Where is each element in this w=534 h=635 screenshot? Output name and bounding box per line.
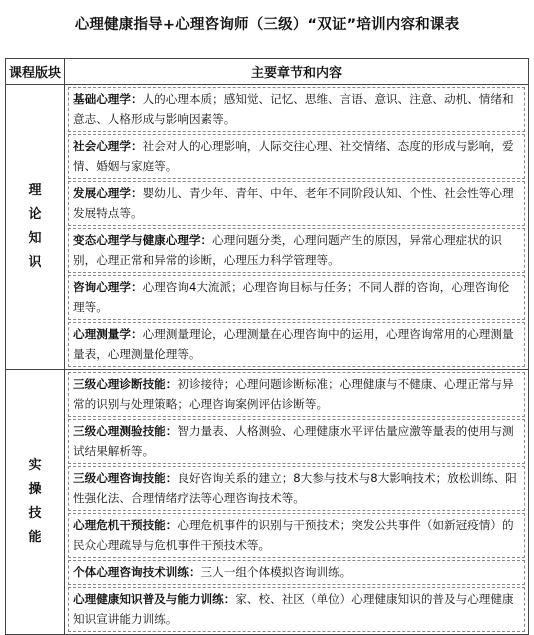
category-char: 论	[28, 207, 42, 222]
category-char: 实	[28, 458, 42, 473]
item-label: 三级心理诊断技能：	[73, 377, 178, 391]
list-item	[68, 587, 525, 632]
list-item	[68, 466, 525, 511]
item-label: 心理测量学：	[73, 327, 143, 341]
item-text: 初诊接待；心理问题诊断标准；心理健康与不健康、心理正常与异常的识别与处理策略；心理咨询案例评估诊断等。	[73, 377, 514, 411]
item-text: 心理测量理论，心理测量在心理咨询中的运用，心理咨询常用的心理测量量表，心理测量伦理等。	[73, 327, 514, 361]
item-text: 家、校、社区（单位）心理健康知识的普及与心理健康知识宣讲能力训练。	[73, 592, 514, 626]
list-item	[68, 419, 525, 464]
item-label: 社会心理学：	[73, 139, 143, 153]
page-title: 心理健康指导+心理咨询师（三级）“双证”培训内容和课表	[74, 17, 460, 33]
item-label: 心理危机干预技能：	[73, 518, 178, 532]
item-label: 三级心理咨询技能：	[73, 471, 178, 485]
item-label: 发展心理学：	[73, 186, 143, 200]
category-char: 技	[28, 506, 42, 521]
category-practice	[6, 370, 65, 635]
section-items-practice	[65, 370, 529, 635]
category-char: 能	[28, 530, 42, 545]
item-label: 个体心理咨询技术训练：	[73, 565, 201, 579]
item-label: 心理健康知识普及与能力训练：	[73, 592, 236, 606]
category-char: 识	[28, 255, 42, 270]
list-item	[68, 275, 525, 320]
list-item	[68, 322, 525, 367]
item-text: 智力量表、人格测验、心理健康水平评估量应激等量表的使用与测试结果解析等。	[73, 424, 514, 458]
item-text: 良好咨询关系的建立；8大参与技术与8大影响技术；放松训练、阳性强化法、合理情绪疗法等心理咨询技术等。	[73, 471, 517, 505]
category-theory	[6, 85, 65, 370]
item-text: 心理危机事件的识别与干预技术；突发公共事件（如新冠疫情）的民众心理疏导与危机事件干预技术等。	[73, 518, 514, 552]
item-text: 人的心理本质；感知觉、记忆、思维、言语、意识、注意、动机、情绪和意志、人格形成与影响因素等。	[73, 92, 514, 126]
item-label: 咨询心理学：	[73, 280, 143, 294]
section-items-theory	[65, 85, 529, 370]
header-category: 课程版块	[6, 59, 65, 85]
list-item	[68, 513, 525, 558]
category-char: 理	[28, 183, 42, 198]
table-row-practice	[6, 370, 529, 635]
category-char: 操	[28, 482, 42, 497]
list-item	[68, 560, 525, 585]
list-item	[68, 87, 525, 132]
item-text: 婴幼儿、青少年、青年、中年、老年不同阶段认知、个性、社会性等心理发展特点等。	[73, 186, 514, 220]
list-item	[68, 181, 525, 226]
item-label: 基础心理学：	[73, 92, 143, 106]
item-text: 心理咨询4大流派；心理咨询目标与任务；不同人群的咨询，心理咨询伦理等。	[73, 280, 510, 314]
header-content: 主要章节和内容	[65, 59, 529, 85]
category-char: 知	[28, 231, 42, 246]
item-text: 三人一组个体模拟咨询训练。	[200, 565, 352, 579]
list-item	[68, 134, 525, 179]
list-item	[68, 372, 525, 417]
list-item	[68, 228, 525, 273]
course-table	[5, 58, 529, 635]
item-label: 变态心理学与健康心理学：	[73, 233, 213, 247]
item-text: 心理问题分类，心理问题产生的原因，异常心理症状的识别，心理正常和异常的诊断，心理压力科学管理等。	[73, 233, 502, 267]
table-row-theory	[6, 85, 529, 370]
table-header-row	[6, 59, 529, 85]
item-label: 三级心理测验技能：	[73, 424, 178, 438]
item-text: 社会对人的心理影响，人际交往心理、社交情绪、态度的形成与影响，爱情、婚姻与家庭等。	[73, 139, 514, 173]
